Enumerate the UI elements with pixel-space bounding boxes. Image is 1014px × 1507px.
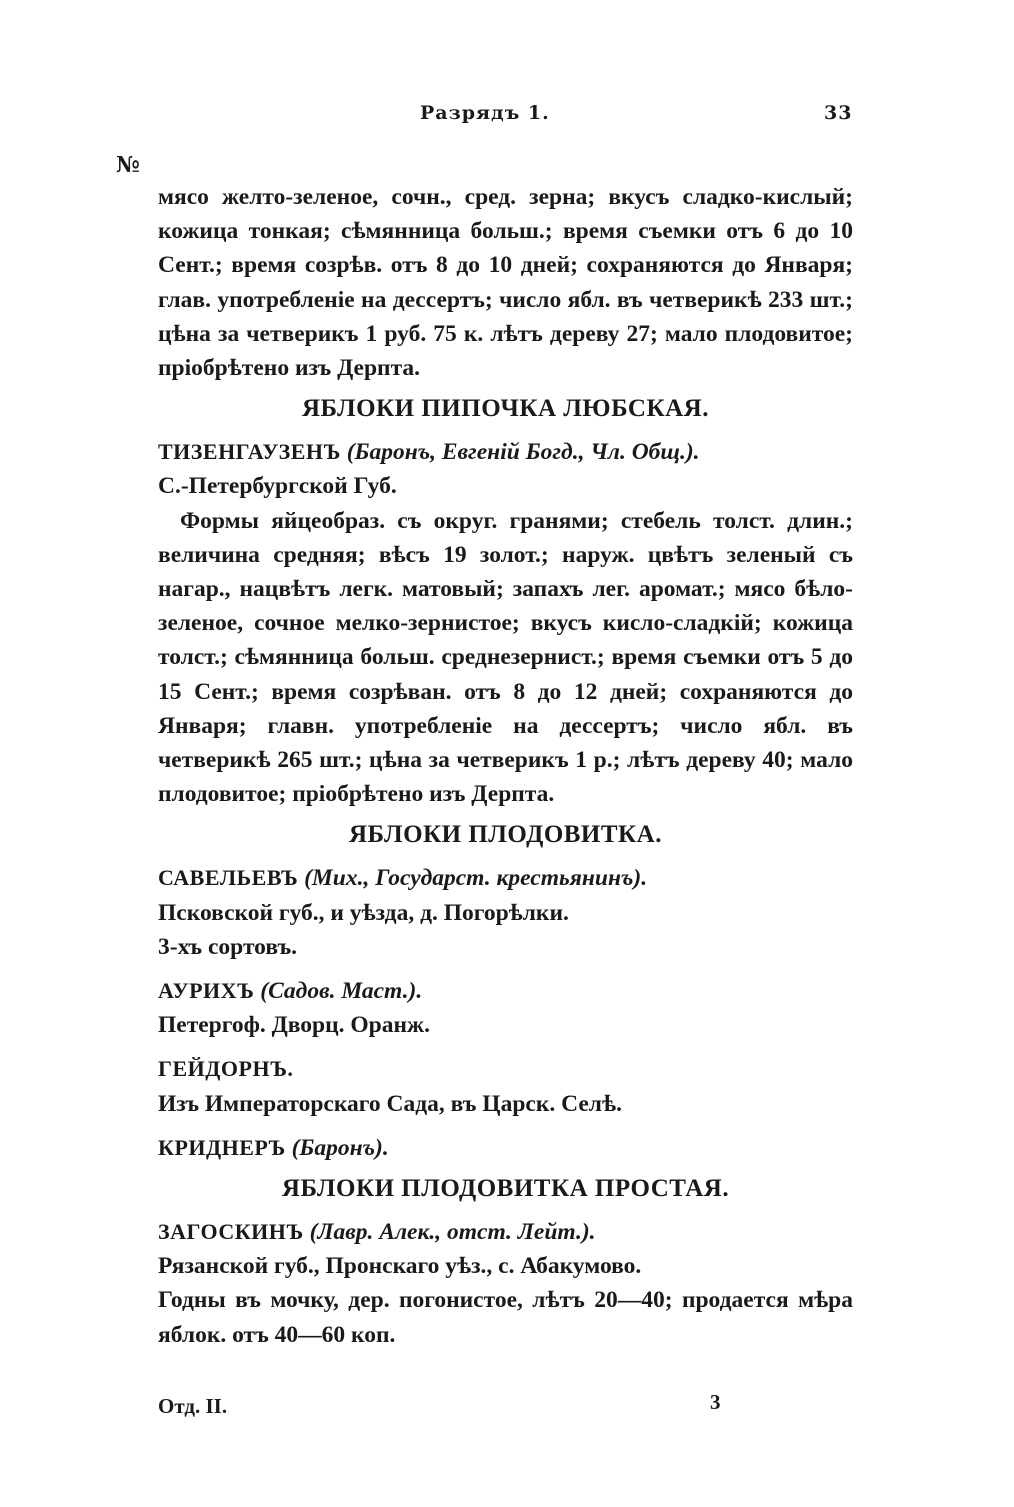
continuation-paragraph: мясо желто-зеленое, сочн., сред. зерна; вкусъ сладко-кислый; кожица тонкая; сѣмянница больш.; время съемки отъ 6 до 10 Сент.; время созрѣв. отъ 8 до 10 дней; сохраняются до Января; глав. употребленіе на дессертъ; число ябл. въ четверикѣ 233 шт.; цѣна за четверикъ 1 руб. 75 к. лѣтъ дереву 27; мало плодовитое; пріобрѣтено изъ Дерпта.	[158, 184, 853, 382]
entry-name: ГЕЙДОРНЪ.	[158, 1056, 294, 1082]
entry-note: (Баронъ).	[291, 1134, 389, 1161]
section-heading: ЯБЛОКИ ПЛОДОВИТКА ПРОСТАЯ.	[281, 1175, 730, 1203]
entry-line: Рязанской губ., Пронскаго уѣз., с. Абакумово.	[158, 1253, 642, 1280]
entry-header	[158, 1131, 853, 1165]
entry-header	[158, 1215, 853, 1249]
entry	[158, 435, 853, 811]
entry-name: САВЕЛЬЕВЪ	[158, 865, 299, 891]
entry-name: КРИДНЕРЪ	[158, 1134, 286, 1160]
entry-note: (Садов. Маст.).	[260, 978, 423, 1005]
footer-section-label: Отд. II.	[158, 1394, 228, 1418]
page-body	[158, 180, 853, 1352]
entry-line: С.-Петербургской Губ.	[158, 473, 397, 500]
entry-description: Формы яйцеобраз. съ округ. гранями; стебель толст. длин.; величина средняя; вѣсъ 19 золот.; наруж. цвѣтъ зеленый съ нагар., нацвѣтъ легк. матовый; запахъ лег. аромат.; мясо бѣло-зеленое, сочное мелко-зернистое; вкусъ кисло-сладкій; кожица толст.; сѣмянница больш. среднезернист.; время съемки отъ 5 до 15 Сент.; время созрѣван. отъ 8 до 12 дней; сохраняются до Января; главн. употребленіе на дессертъ; число ябл. въ четверикѣ 265 шт.; цѣна за четверикъ 1 р.; лѣтъ дереву 40; мало плодовитое; пріобрѣтено изъ Дерпта.	[158, 507, 853, 808]
entry	[158, 861, 853, 964]
entry-line: Петергоф. Дворц. Оранж.	[158, 1012, 430, 1039]
page-footer	[158, 1390, 858, 1419]
entry-note: (Мих., Государст. крестьянинъ).	[304, 865, 648, 892]
entry-name: АУРИХЪ	[158, 978, 255, 1004]
entry	[158, 974, 853, 1042]
entry-header	[158, 974, 853, 1008]
entry	[158, 1052, 853, 1120]
entry-note: (Баронъ, Евгеній Богд., Чл. Общ.).	[346, 439, 700, 466]
entry-line: Псковской губ., и уѣзда, д. Погорѣлки.	[158, 899, 569, 926]
section-heading: ЯБЛОКИ ПИПОЧКА ЛЮБСКАЯ.	[302, 395, 709, 423]
entry-line: 3-хъ сортовъ.	[158, 933, 298, 960]
section-heading: ЯБЛОКИ ПЛОДОВИТКА.	[348, 821, 662, 849]
entry-name: ТИЗЕНГАУЗЕНЪ	[158, 439, 341, 465]
entry-line: Годны въ мочку, дер. погонистое, лѣтъ 20—40; продается мѣра яблок. отъ 40—60 коп.	[158, 1287, 853, 1348]
entry	[158, 1215, 853, 1352]
entry-header	[158, 861, 853, 895]
page-number: 33	[824, 102, 853, 124]
entry-header	[158, 1052, 853, 1086]
running-title: Разрядъ 1.	[420, 102, 550, 124]
entry-note: (Лавр. Алек., отст. Лейт.).	[309, 1219, 596, 1246]
entry-name: ЗАГОСКИНЪ	[158, 1219, 304, 1245]
numero-sign: №	[116, 152, 140, 178]
entry-header	[158, 435, 853, 469]
entry-line: Изъ Императорскаго Сада, въ Царск. Селѣ.	[158, 1090, 622, 1117]
signature-mark: 3	[710, 1390, 721, 1414]
entry	[158, 1131, 853, 1165]
